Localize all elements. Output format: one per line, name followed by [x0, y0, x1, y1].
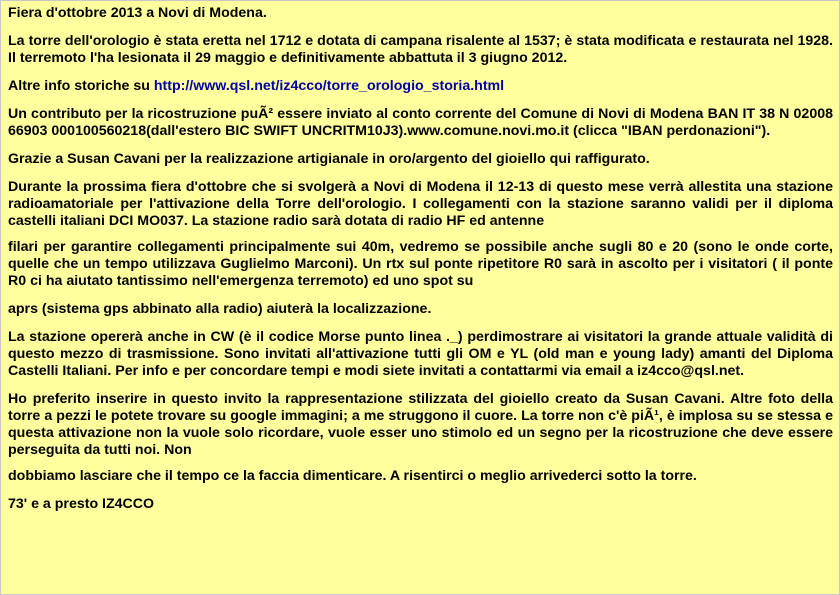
- history-link[interactable]: http://www.qsl.net/iz4cco/torre_orologio_storia.html: [153, 78, 505, 94]
- article-body: [8, 5, 833, 524]
- aprs-paragraph: aprs (sistema gps abbinato alla radio) aiuterà la localizzazione.: [8, 301, 432, 317]
- tower-history-paragraph: La torre dell'orologio è stata eretta nel 1712 e dotata di campana risalente al 1537; è stata modificata e restaurata nel 1928. Il terremoto l'ha lesionata il 29 maggio e definitivamente abbattuta il 3 giugno 2012.: [8, 33, 833, 66]
- history-info-prefix: Altre info storiche su: [8, 78, 154, 94]
- station-paragraph: Durante la prossima fiera d'ottobre che si svolgerà a Novi di Modena il 12-13 di questo mese verrà allestita una stazione radioamatoriale per l'attivazione della Torre dell'orologio. I collegamenti con la stazione saranno validi per il diploma castelli italiani DCI MO037. La stazione radio sarà dotata di radio HF ed antenne: [8, 179, 833, 229]
- thanks-paragraph: Grazie a Susan Cavani per la realizzazione artigianale in oro/argento del gioiello qui raffigurato.: [8, 151, 650, 167]
- history-info-paragraph: [8, 78, 833, 95]
- closing-paragraph: dobbiamo lasciare che il tempo ce la faccia dimenticare. A risentirci o meglio arrivederci sotto la torre.: [8, 468, 697, 484]
- cw-paragraph: La stazione opererà anche in CW (è il codice Morse punto linea ._) perdimostrare ai visitatori la grande attuale validità di questo mezzo di trasmissione. Sono invitati all'attivazione tutti gli OM e YL (old man e young lady) amanti del Diploma Castelli Italiani. Per info e per concordare tempi e modi siete invitati a contattarmi via email a iz4cco@qsl.net.: [8, 329, 833, 379]
- donation-paragraph: Un contributo per la ricostruzione puÃ² essere inviato al conto corrente del Comune di Novi di Modena BAN IT 38 N 02008 66903 000100560218(dall'estero BIC SWIFT UNCRITM10J3).www.comune.novi.mo.it (clicca "IBAN perdonazioni").: [8, 106, 833, 139]
- event-title: Fiera d'ottobre 2013 a Novi di Modena.: [8, 5, 267, 21]
- jewel-paragraph: Ho preferito inserire in questo invito la rappresentazione stilizzata del gioiello creato da Susan Cavani. Altre foto della torre a pezzi le potete trovare su google immagini; a me struggono il cuore. La torre non c'è piÃ¹, è implosa su se stessa e questa attivazione non la vuole solo ricordare, vuole esser uno stimolo ed un segno per la ricostruzione che deve essere perseguita da tutti noi. Non: [8, 391, 833, 458]
- signature: 73' e a presto IZ4CCO: [8, 496, 155, 512]
- antenna-paragraph: filari per garantire collegamenti principalmente sui 40m, vedremo se possibile anche sugli 80 e 20 (sono le onde corte, quelle che un tempo utilizzava Guglielmo Marconi). Un rtx sul ponte ripetitore R0 sarà in ascolto per i visitatori ( il ponte R0 ci ha aiutato tantissimo nell'emergenza terremoto) ed uno spot su: [8, 239, 833, 289]
